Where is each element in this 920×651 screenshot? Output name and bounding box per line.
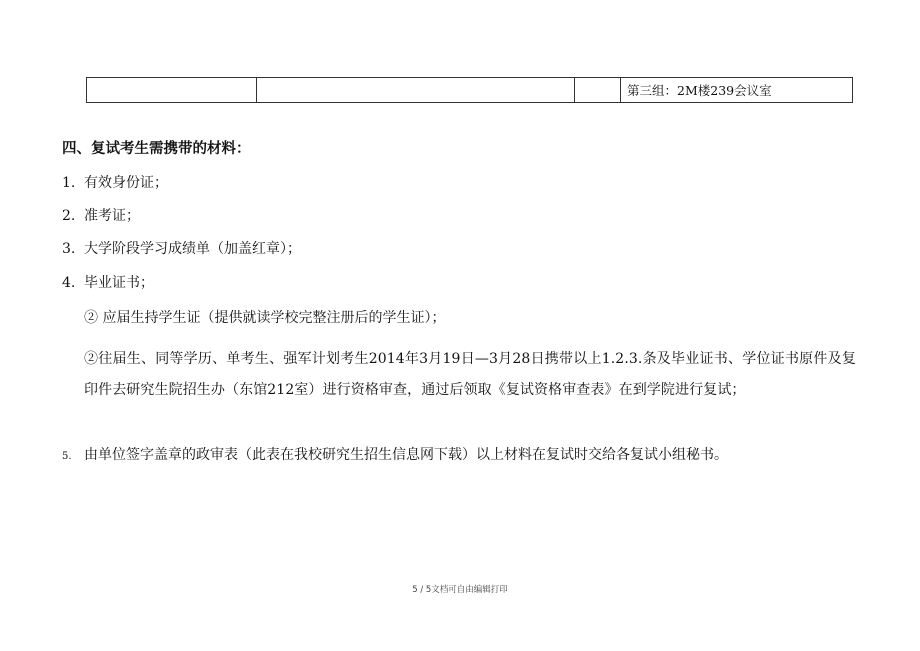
list-item-text: 大学阶段学习成绩单（加盖红章）； [84, 241, 301, 257]
list-item-text: 准考证； [84, 208, 140, 224]
list-item-number: 2. [62, 208, 76, 224]
list-item-number: 5. [62, 451, 72, 462]
list-item-number: 1. [62, 175, 76, 191]
list-item-text: 有效身份证； [84, 175, 168, 191]
table-cell [87, 78, 257, 103]
schedule-table-fragment [86, 77, 853, 103]
list-item-number: 3. [62, 241, 76, 257]
table-cell [575, 78, 621, 103]
sub-item-previous-graduates: ②往届生、同等学历、单考生、强军计划考生2014年3月19日—3月28日携带以上1.2.3.条及毕业证书、学位证书原件及复印件去研究生院招生办（东馆212室）进行资格审查，通过后领取《复试资格审查表》在到学院进行复试； [84, 351, 856, 398]
table-cell-location: 第三组：2M楼239会议室 [621, 78, 853, 103]
section-heading: 四、复试考生需携带的材料： [62, 140, 251, 157]
table-cell [257, 78, 575, 103]
table-row [87, 78, 853, 103]
sub-item-current-students: ② 应届生持学生证（提供就读学校完整注册后的学生证）； [84, 310, 446, 326]
list-item-text: 由单位签字盖章的政审表（此表在我校研究生招生信息网下载）以上材料在复试时交给各复试小组秘书。 [84, 447, 728, 463]
list-item [62, 274, 154, 292]
list-item [62, 207, 140, 225]
list-item [62, 446, 728, 466]
list-item-text: 毕业证书； [84, 275, 154, 291]
page-footer: 5 / 5文档可自由编辑打印 [412, 585, 508, 595]
list-item [62, 174, 168, 192]
list-item-number: 4. [62, 275, 76, 291]
list-item [62, 240, 301, 258]
